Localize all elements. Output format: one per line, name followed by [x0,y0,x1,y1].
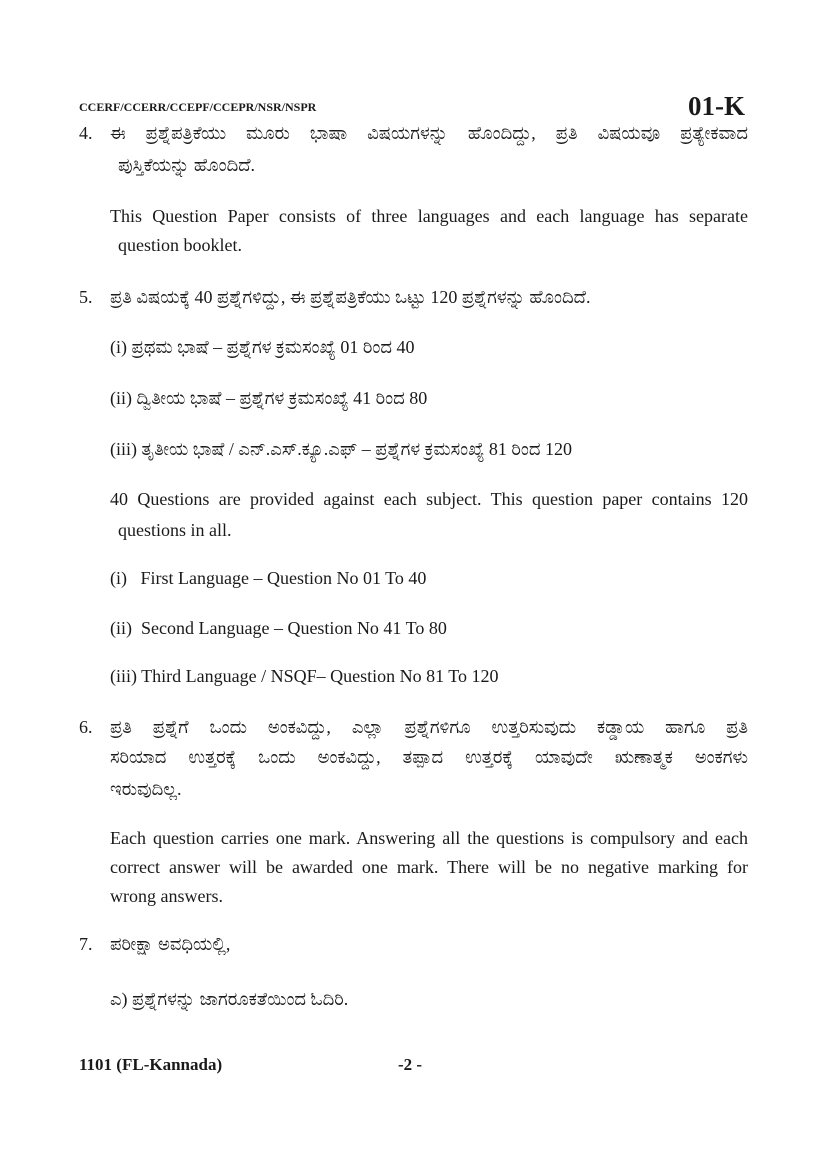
item-number: 5. [79,287,93,307]
booklet-code: 01-K [688,91,745,121]
english-line: This Question Paper consists of three languages and each language has separate [110,206,748,226]
english-line: Each question carries one mark. Answering all the questions is compulsory and each [110,828,748,848]
item-number: 7. [79,934,93,954]
kannada-line: ಇರುವುದಿಲ್ಲ. [110,779,182,799]
kannada-line: ಸರಿಯಾದ ಉತ್ತರಕ್ಕೆ ಒಂದು ಅಂಕವಿದ್ದು, ತಪ್ಪಾದ ಉತ್ತರಕ್ಕೆ ಯಾವುದೇ ಋಣಾತ್ಮಕ ಅಂಕಗಳು [110,747,748,767]
english-sub-item: (ii) Second Language – Question No 41 To 80 [110,618,447,638]
english-sub-item: (i) First Language – Question No 01 To 40 [110,568,427,588]
english-line: questions in all. [118,520,232,540]
english-line: wrong answers. [110,886,223,906]
english-sub-item: (iii) Third Language / NSQF– Question No 81 To 120 [110,666,499,686]
kannada-line: ಪ್ರತಿ ಪ್ರಶ್ನೆಗೆ ಒಂದು ಅಂಕವಿದ್ದು, ಎಲ್ಲಾ ಪ್ರಶ್ನೆಗಳಿಗೂ ಉತ್ತರಿಸುವುದು ಕಡ್ಡಾಯ ಹಾಗೂ ಪ್ರತಿ [110,717,748,737]
english-line: correct answer will be awarded one mark. There will be no negative marking for [110,857,748,877]
footer-booklet: 1101 (FL-Kannada) [79,1055,223,1074]
kannada-sub-item: ಎ) ಪ್ರಶ್ನೆಗಳನ್ನು ಜಾಗರೂಕತೆಯಿಂದ ಓದಿರಿ. [110,989,349,1009]
item-number: 4. [79,123,93,143]
item-number: 6. [79,717,93,737]
english-line: 40 Questions are provided against each subject. This question paper contains 120 [110,489,748,509]
kannada-line: ಪುಸ್ತಿಕೆಯನ್ನು ಹೊಂದಿದೆ. [118,155,256,175]
page-number: -2 - [398,1055,423,1074]
series-code: CCERF/CCERR/CCEPF/CCEPR/NSR/NSPR [79,100,317,114]
kannada-line: ಈ ಪ್ರಶ್ನೆಪತ್ರಿಕೆಯು ಮೂರು ಭಾಷಾ ವಿಷಯಗಳನ್ನು ಹೊಂದಿದ್ದು, ಪ್ರತಿ ವಿಷಯವೂ ಪ್ರತ್ಯೇಕವಾದ [110,123,748,143]
kannada-sub-item: (ii) ದ್ವಿತೀಯ ಭಾಷೆ – ಪ್ರಶ್ನೆಗಳ ಕ್ರಮಸಂಖ್ಯೆ 41 ರಿಂದ 80 [110,388,428,408]
kannada-sub-item: (iii) ತೃತೀಯ ಭಾಷೆ / ಎನ್.ಎಸ್.ಕ್ಯೂ.ಎಫ್ – ಪ್ರಶ್ನೆಗಳ ಕ್ರಮಸಂಖ್ಯೆ 81 ರಿಂದ 120 [110,439,573,459]
kannada-line: ಪ್ರತಿ ವಿಷಯಕ್ಕೆ 40 ಪ್ರಶ್ನೆಗಳಿದ್ದು, ಈ ಪ್ರಶ್ನೆಪತ್ರಿಕೆಯು ಒಟ್ಟು 120 ಪ್ರಶ್ನೆಗಳನ್ನು ಹೊಂದಿದೆ. [110,287,591,307]
english-line: question booklet. [118,235,242,255]
kannada-sub-item: (i) ಪ್ರಥಮ ಭಾಷೆ – ಪ್ರಶ್ನೆಗಳ ಕ್ರಮಸಂಖ್ಯೆ 01 ರಿಂದ 40 [110,337,415,357]
kannada-line: ಪರೀಕ್ಷಾ ಅವಧಿಯಲ್ಲಿ, [110,934,231,954]
